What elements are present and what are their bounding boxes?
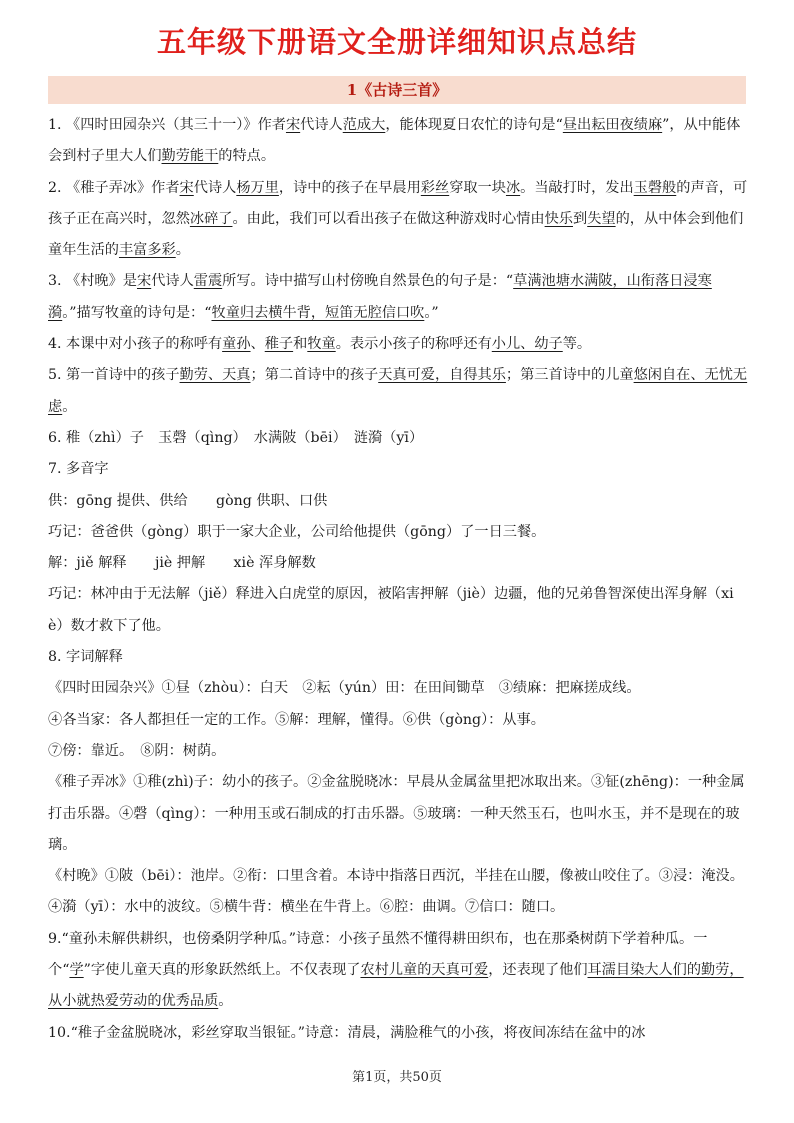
paragraph-14 bbox=[48, 705, 748, 736]
underlined-key-point: 宋 bbox=[136, 273, 152, 290]
underlined-key-point: 范成大 bbox=[342, 117, 386, 133]
underlined-key-point: 失望 bbox=[587, 210, 616, 227]
underlined-key-point: 勤劳能干 bbox=[161, 148, 219, 165]
section-header: 1《古诗三首》 bbox=[48, 76, 746, 104]
underlined-key-point: 小儿、幼子 bbox=[491, 336, 563, 353]
underlined-key-point: 宋 bbox=[285, 117, 301, 133]
text-run: ，能体现夏日农忙的诗句是“ bbox=[385, 117, 563, 133]
text-run: 1. 《四时田园杂兴（其三十一）》作者 bbox=[48, 117, 286, 133]
paragraph-3 bbox=[48, 266, 748, 329]
underlined-key-point: 快乐 bbox=[544, 210, 573, 227]
underlined-key-point: 昼出耘田夜绩麻 bbox=[562, 117, 663, 133]
text-run: 8. 字词解释 bbox=[48, 649, 123, 666]
text-run: ，还表现了他们 bbox=[488, 962, 588, 979]
text-run: 3. 《村晚》是 bbox=[48, 273, 137, 290]
text-run: 。 bbox=[175, 242, 190, 259]
underlined-key-point: 杨万里 bbox=[236, 179, 279, 196]
paragraph-2 bbox=[48, 173, 748, 267]
paragraph-11 bbox=[48, 579, 748, 642]
underlined-key-point: 草满池塘水满陂，山衔落日浸寒漪 bbox=[48, 273, 712, 321]
underlined-key-point: 勤劳、天真 bbox=[179, 367, 251, 384]
underlined-key-point: 牧童归去横牛背，短笛无腔信口吹 bbox=[211, 304, 425, 321]
paragraph-1 bbox=[48, 110, 748, 173]
text-run: 10.“稚子金盆脱晓冰，彩丝穿取当银钲。”诗意：清晨，满脸稚气的小孩，将夜间冻结在盆中的冰 bbox=[48, 1024, 646, 1041]
underlined-key-point: 宋 bbox=[179, 179, 194, 196]
text-run: 巧记：爸爸供（gòng）职于一家大企业，公司给他提供（gōng）了一日三餐。 bbox=[48, 523, 546, 540]
paragraph-16 bbox=[48, 767, 748, 861]
underlined-key-point: 农村儿童的天真可爱 bbox=[360, 962, 489, 979]
text-run: 和 bbox=[293, 336, 308, 353]
text-run: 。当敲打时，发出 bbox=[520, 179, 634, 196]
text-run: ；第三首诗中的儿童 bbox=[505, 367, 634, 384]
text-run: 。 bbox=[218, 993, 233, 1010]
paragraph-18 bbox=[48, 924, 748, 1018]
underlined-key-point: 学 bbox=[69, 962, 84, 979]
text-run: 。”描写牧童的诗句是：“ bbox=[62, 304, 212, 321]
text-run: 所写。诗中描写山村傍晚自然景色的句子是：“ bbox=[222, 273, 514, 290]
text-run: 代诗人 bbox=[151, 273, 194, 290]
underlined-key-point: 天真可爱，自得其乐 bbox=[378, 367, 506, 384]
paragraph-6 bbox=[48, 423, 748, 454]
text-run: ”，从中能体会到村子里大人们 bbox=[48, 117, 741, 165]
text-run: 2. 《稚子弄冰》作者 bbox=[48, 179, 180, 196]
paragraph-12 bbox=[48, 642, 748, 673]
text-run: 7. 多音字 bbox=[48, 461, 109, 478]
paragraph-13 bbox=[48, 673, 748, 704]
text-run: 的声音，可孩子正在高兴时，忽然 bbox=[48, 179, 748, 227]
text-run: 《四时田园杂兴》①昼（zhòu）：白天 ②耘（yún）田：在田间锄草 ③绩麻：把麻搓成线。 bbox=[48, 680, 641, 697]
text-run: 代诗人 bbox=[300, 117, 343, 133]
page-footer: 第1页，共50页 bbox=[352, 1070, 442, 1085]
underlined-key-point: 玉磬般 bbox=[633, 179, 677, 196]
text-run: ⑦傍：靠近。 ⑧阴：树荫。 bbox=[48, 742, 226, 759]
text-run: 《稚子弄冰》①稚(zhì)子：幼小的孩子。②金盆脱晓冰：早晨从金属盆里把冰取出来。③钲(zhēng)：一种金属打击乐器。④磬（qìng）：一种用玉或石制成的打击乐器。⑤玻璃：一种天然玉石，也叫水玉，并不是现在的玻璃。 bbox=[48, 774, 745, 853]
underlined-key-point: 彩丝 bbox=[420, 179, 450, 196]
text-run: 代诗人 bbox=[193, 179, 237, 196]
paragraph-9 bbox=[48, 517, 748, 548]
text-run: 的，从中体会到他们童年生活的 bbox=[48, 210, 744, 259]
paragraph-17 bbox=[48, 861, 748, 924]
paragraph-5 bbox=[48, 360, 748, 423]
text-run: 。表示小孩子的称呼还有 bbox=[335, 336, 492, 353]
underlined-key-point: 耳濡目染大人们的勤劳，从小就热爱劳动的优秀品质 bbox=[48, 962, 744, 1010]
text-run: ④各当家：各人都担任一定的工作。⑤解：理解，懂得。⑥供（gòng）：从事。 bbox=[48, 711, 545, 728]
document-body bbox=[48, 110, 748, 1049]
text-run: ；第二首诗中的孩子 bbox=[250, 367, 379, 384]
underlined-key-point: 冰碎了 bbox=[189, 210, 233, 227]
paragraph-4 bbox=[48, 329, 748, 360]
paragraph-10 bbox=[48, 548, 748, 579]
text-run: 4. 本课中对小孩子的称呼有 bbox=[48, 336, 223, 353]
text-run: 。由此，我们可以看出孩子在做这种游戏时心情由 bbox=[232, 210, 545, 227]
underlined-key-point: 丰富多彩 bbox=[118, 242, 176, 259]
page-title: 五年级下册语文全册详细知识点总结 bbox=[156, 25, 637, 59]
underlined-key-point: 牧童 bbox=[307, 336, 336, 353]
text-run: 解：jiě 解释 jiè 押解 xiè 浑身解数 bbox=[48, 555, 316, 572]
paragraph-8 bbox=[48, 486, 748, 517]
paragraph-19 bbox=[48, 1018, 748, 1049]
underlined-key-point: 悠闲自在、无忧无虑 bbox=[48, 367, 748, 415]
underlined-key-point: 冰 bbox=[505, 179, 521, 196]
text-run: ”字使儿童天真的形象跃然纸上。不仅表现了 bbox=[83, 962, 361, 979]
text-run: 6. 稚（zhì）子 玉磬（qìng） 水满陂（bēi） 涟漪（yī） bbox=[48, 429, 424, 446]
paragraph-15 bbox=[48, 736, 748, 767]
text-run: 到 bbox=[573, 210, 588, 227]
underlined-key-point: 童孙 bbox=[222, 336, 251, 353]
text-run: ，诗中的孩子在早晨用 bbox=[278, 179, 421, 196]
underlined-key-point: 雷震 bbox=[193, 273, 223, 290]
text-run: 《村晚》①陂（bēi）：池岸。②衔：口里含着。本诗中指落日西沉，半挂在山腰，像被山咬住了。③浸：淹没。④漪（yī）：水中的波纹。⑤横牛背：横坐在牛背上。⑥腔：曲调。⑦信口：随口。 bbox=[48, 868, 744, 916]
text-run: 5. 第一首诗中的孩子 bbox=[48, 367, 180, 384]
text-run: 、 bbox=[250, 336, 265, 353]
text-run: 9.“童孙未解供耕织，也傍桑阴学种瓜。”诗意：小孩子虽然不懂得耕田织布，也在那桑树荫下学着种瓜。一个“ bbox=[48, 930, 708, 979]
text-run: 的特点。 bbox=[218, 148, 276, 165]
paragraph-7 bbox=[48, 454, 748, 485]
text-run: 供：gōng 提供、供给 gòng 供职、口供 bbox=[48, 492, 328, 509]
text-run: 等。 bbox=[562, 336, 592, 353]
text-run: 穿取一块 bbox=[449, 179, 506, 196]
underlined-key-point: 稚子 bbox=[264, 336, 294, 353]
text-run: 。” bbox=[424, 304, 439, 321]
text-run: 。 bbox=[62, 398, 77, 415]
text-run: 巧记：林冲由于无法解（jiě）释进入白虎堂的原因，被陷害押解（jiè）边疆，他的兄弟鲁智深使出浑身解（xiè）数才救下了他。 bbox=[48, 586, 734, 634]
